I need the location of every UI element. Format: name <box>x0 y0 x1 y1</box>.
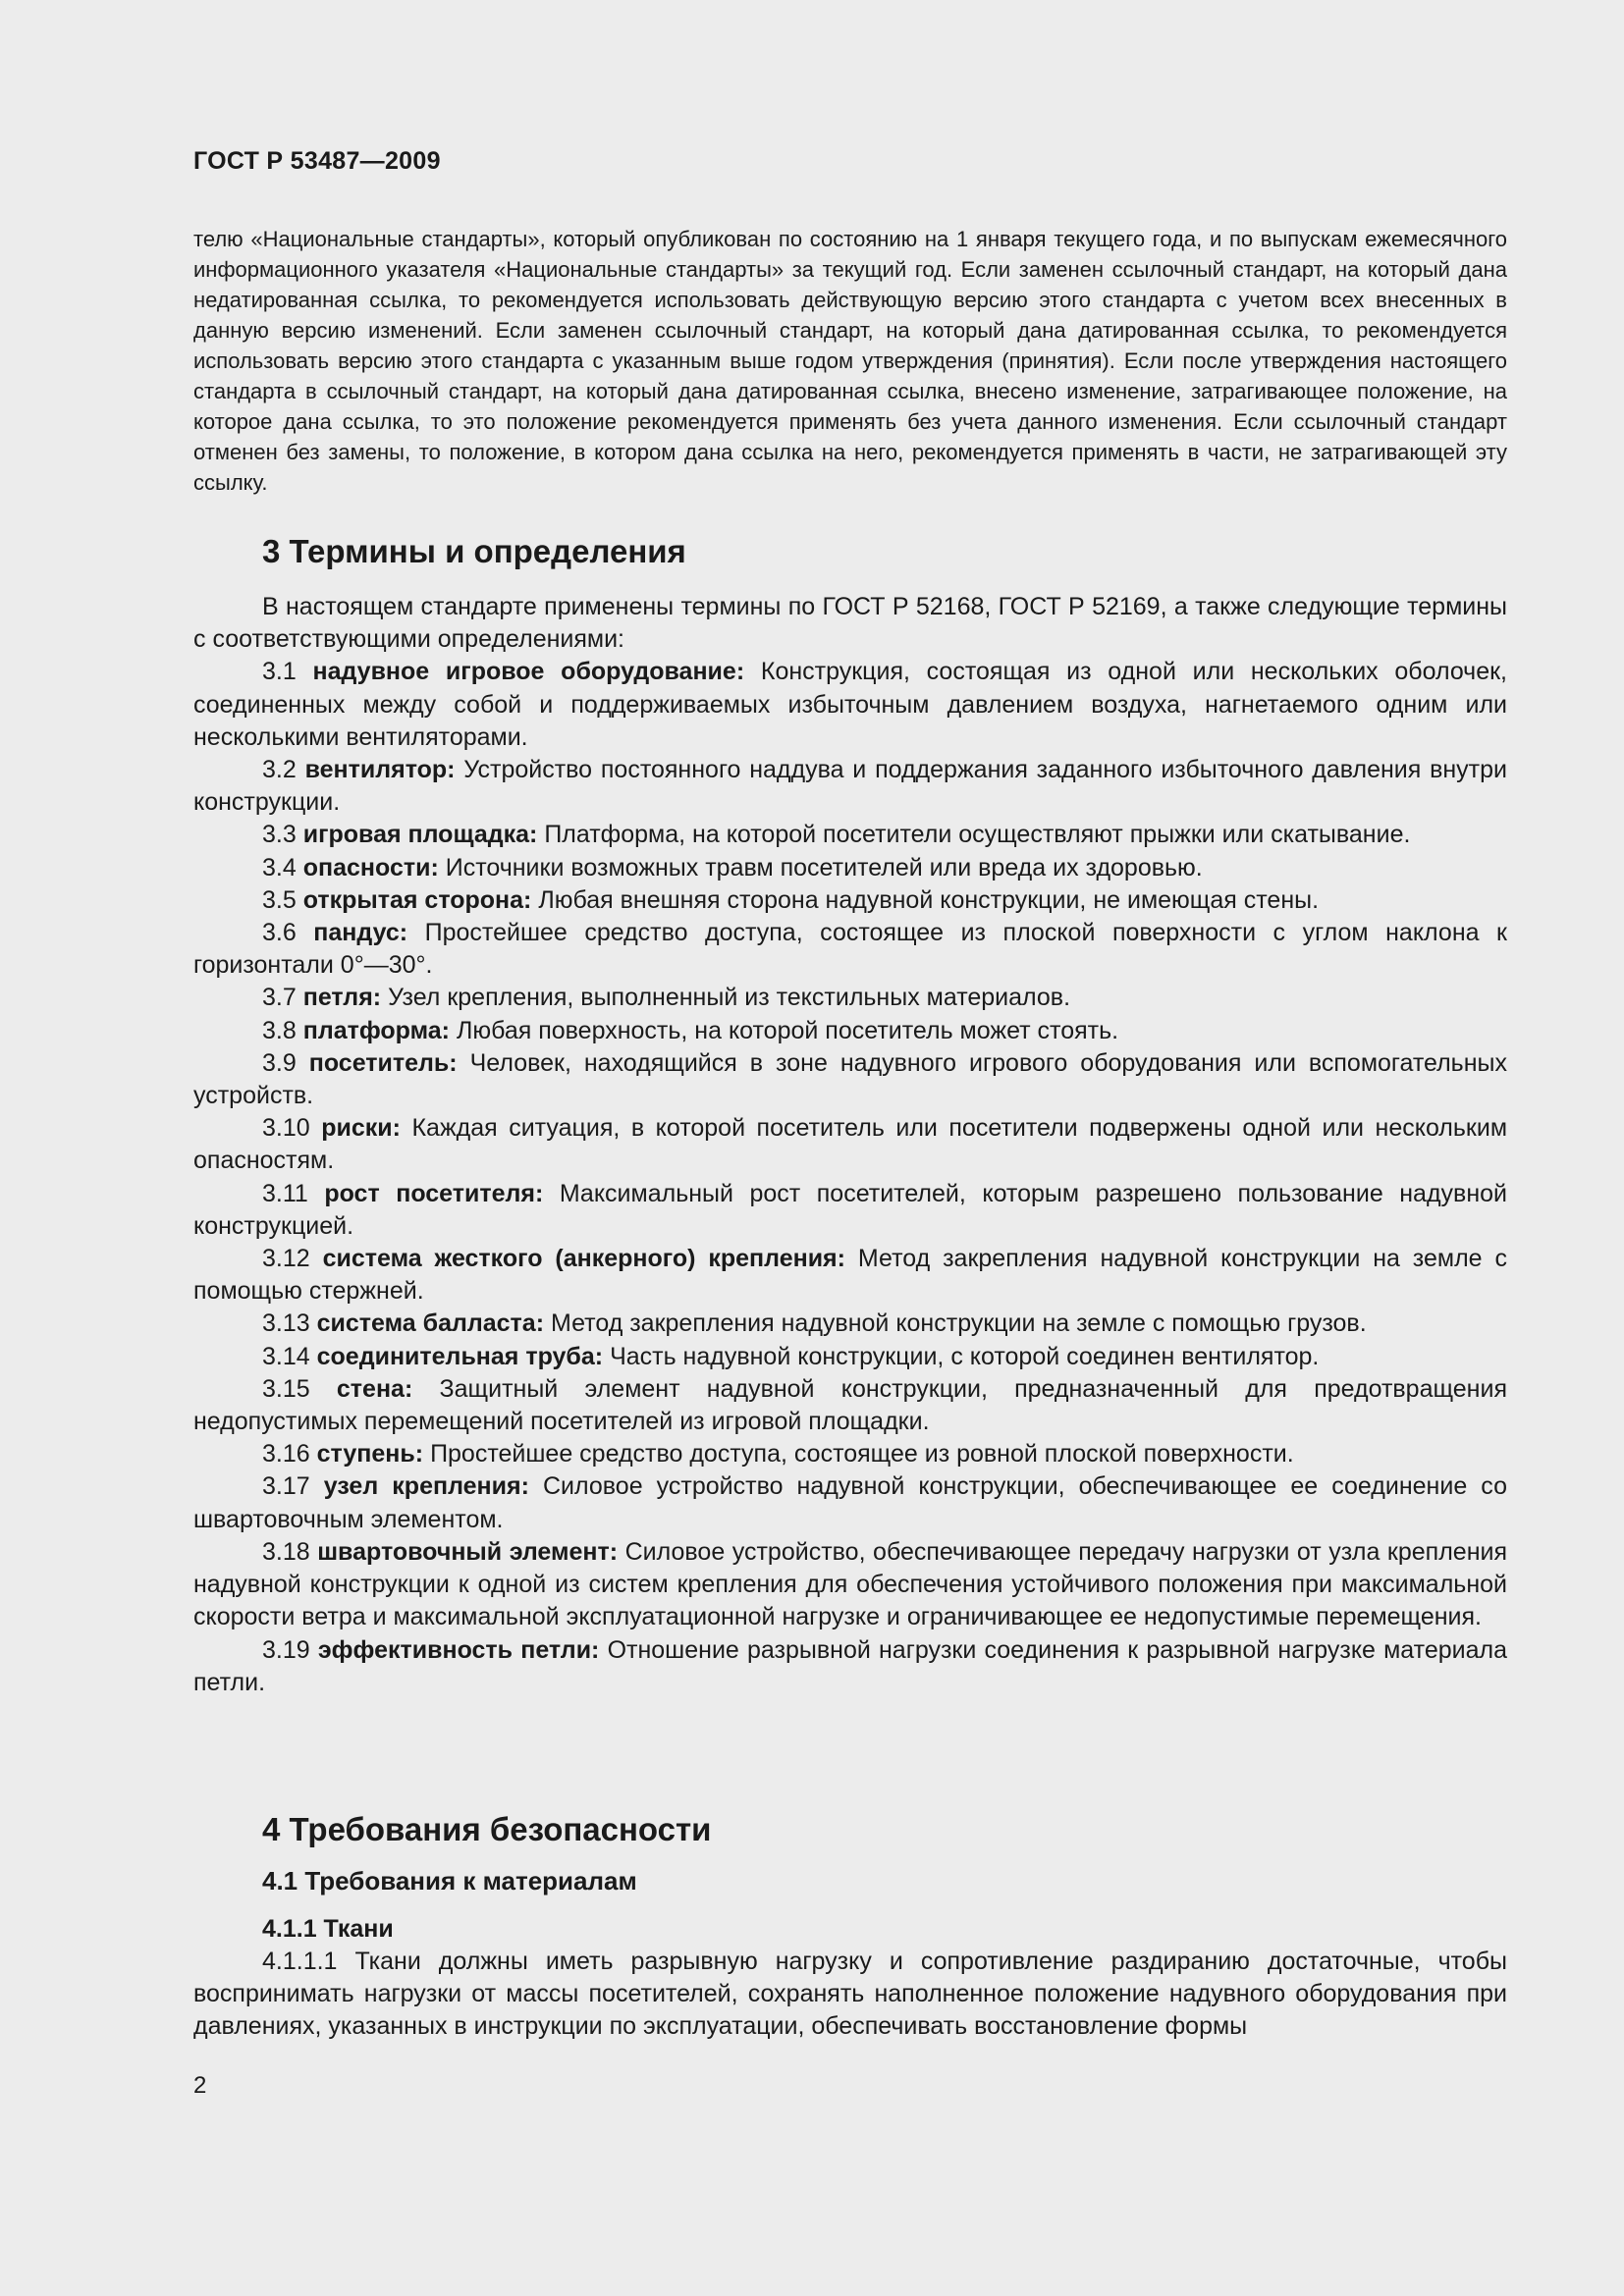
term-text: Платформа, на которой посетители осуществляют прыжки или скатывание. <box>544 821 1411 849</box>
term-number: 3.1 <box>262 658 297 686</box>
term-name: открытая сторона: <box>302 885 532 914</box>
term-number: 3.14 <box>262 1342 310 1370</box>
term-definition <box>193 1178 1507 1243</box>
term-definition <box>193 1536 1507 1634</box>
term-definition <box>193 852 1507 884</box>
term-number: 3.2 <box>262 756 297 784</box>
term-definition <box>193 754 1507 819</box>
term-name: надувное игровое оборудование: <box>312 658 745 686</box>
term-number: 3.12 <box>262 1245 310 1273</box>
term-definition <box>193 1112 1507 1177</box>
term-definition <box>193 884 1507 917</box>
term-text: Защитный элемент надувной конструкции, предназначенный для предотвращения недопустимых перемещений посетителей из игровой площадки. <box>193 1374 1507 1436</box>
term-definition <box>193 1438 1507 1470</box>
term-name: вентилятор: <box>304 756 456 784</box>
term-name: система балласта: <box>316 1309 545 1338</box>
term-text: Простейшее средство доступа, состоящее из ровной плоской поверхности. <box>430 1440 1294 1468</box>
term-text: Часть надувной конструкции, с которой соединен вентилятор. <box>610 1342 1320 1370</box>
term-text: Максимальный рост посетителей, которым разрешено пользование надувной конструкцией. <box>193 1179 1507 1240</box>
term-definition <box>193 819 1507 851</box>
term-text: Любая поверхность, на которой посетитель может стоять. <box>456 1016 1119 1044</box>
subsection-4-1-1-heading: 4.1.1 Ткани <box>262 1915 394 1943</box>
term-number: 3.7 <box>262 984 297 1012</box>
term-name: игровая площадка: <box>302 821 538 849</box>
term-definition <box>193 1341 1507 1373</box>
term-number: 3.6 <box>262 919 297 947</box>
terms-list <box>193 656 1507 1699</box>
term-definition <box>193 1015 1507 1047</box>
section-4 <box>193 1808 1507 2044</box>
term-name: опасности: <box>302 853 439 881</box>
term-name: швартовочный элемент: <box>317 1537 619 1566</box>
term-number: 3.19 <box>262 1635 310 1664</box>
term-number: 3.15 <box>262 1374 310 1403</box>
term-number: 3.18 <box>262 1537 310 1566</box>
term-name: стена: <box>336 1374 413 1403</box>
term-text: Любая внешняя сторона надувной конструкции, не имеющая стены. <box>538 885 1320 914</box>
term-number: 3.4 <box>262 853 297 881</box>
term-text: Источники возможных травм посетителей или вреда их здоровью. <box>445 853 1203 881</box>
term-name: пандус: <box>313 919 408 947</box>
term-text: Каждая ситуация, в которой посетитель или посетители подвержены одной или нескольким опасностям. <box>193 1114 1508 1175</box>
term-number: 3.13 <box>262 1309 310 1338</box>
term-name: посетитель: <box>308 1048 458 1077</box>
term-text: Силовое устройство надувной конструкции, обеспечивающее ее соединение со швартовочным элементом. <box>193 1472 1507 1533</box>
term-text: Узел крепления, выполненный из текстильных материалов. <box>388 984 1071 1012</box>
term-name: ступень: <box>316 1440 424 1468</box>
section-3-body <box>193 591 1507 1699</box>
term-definition <box>193 656 1507 754</box>
term-name: риски: <box>321 1114 401 1143</box>
term-number: 3.11 <box>262 1179 308 1207</box>
term-definition <box>193 1047 1507 1112</box>
term-text: Человек, находящийся в зоне надувного игрового оборудования или вспомогательных устройств. <box>193 1048 1507 1110</box>
term-number: 3.16 <box>262 1440 310 1468</box>
term-number: 3.5 <box>262 885 297 914</box>
section-3-heading: 3 Термины и определения <box>262 533 686 569</box>
term-name: узел крепления: <box>323 1472 529 1501</box>
term-definition <box>193 982 1507 1014</box>
term-name: система жесткого (анкерного) крепления: <box>322 1245 845 1273</box>
term-definition <box>193 1373 1507 1438</box>
section-4-heading: 4 Требования безопасности <box>262 1811 712 1847</box>
term-text: Силовое устройство, обеспечивающее передачу нагрузки от узла крепления надувной конструкции к одной из систем крепления для обеспечения устойчивого положения при максимальной скорости ветра и максимальной эксплуатационной нагрузке и ограничивающее ее недопустимые перемещения. <box>193 1537 1508 1631</box>
section-3-lead: В настоящем стандарте применены термины по ГОСТ Р 52168, ГОСТ Р 52169, а также следующие термины с соответствующими определениями: <box>193 593 1507 654</box>
term-definition <box>193 1243 1507 1308</box>
term-number: 3.8 <box>262 1016 297 1044</box>
term-definition <box>193 1634 1507 1699</box>
term-name: эффективность петли: <box>317 1635 600 1664</box>
term-text: Простейшее средство доступа, состоящее из плоской поверхности с углом наклона к горизонтали 0°—30°. <box>193 919 1507 980</box>
term-name: платформа: <box>302 1016 450 1044</box>
term-number: 3.3 <box>262 821 297 849</box>
term-text: Устройство постоянного наддува и поддержания заданного избыточного давления внутри конструкции. <box>193 756 1507 817</box>
page-number: 2 <box>193 2072 207 2099</box>
term-number: 3.9 <box>262 1048 297 1077</box>
term-name: рост посетителя: <box>324 1179 544 1207</box>
subsection-4-1-heading: 4.1 Требования к материалам <box>262 1866 637 1896</box>
term-text: Конструкция, состоящая из одной или нескольких оболочек, соединенных между собой и поддерживаемых избыточным давлением воздуха, нагнетаемого одним или несколькими вентиляторами. <box>193 658 1507 751</box>
term-number: 3.17 <box>262 1472 310 1501</box>
term-definition <box>193 1308 1507 1340</box>
term-text: Метод закрепления надувной конструкции на земле с помощью грузов. <box>550 1309 1367 1338</box>
term-text: Метод закрепления надувной конструкции на земле с помощью стержней. <box>193 1245 1507 1306</box>
term-name: соединительная труба: <box>316 1342 604 1370</box>
term-name: петля: <box>302 984 382 1012</box>
term-definition <box>193 1470 1507 1535</box>
intro-paragraph: телю «Национальные стандарты», который опубликован по состоянию на 1 января текущего года, и по выпускам ежемесячного информационного указателя «Национальные стандарты» за текущий год. Если заменен ссылочный стандарт, на который дана недатированная ссылка, то рекомендуется использовать действующую версию этого стандарта с учетом всех внесенных в данную версию изменений. Если заменен ссылочный стандарт, на который дана датированная ссылка, то рекомендуется использовать версию этого стандарта с указанным выше годом утверждения (принятия). Если после утверждения настоящего стандарта в ссылочный стандарт, на который дана датированная ссылка, внесено изменение, затрагивающее положение, на которое дана ссылка, то это положение рекомендуется применять без учета данного изменения. Если ссылочный стандарт отменен без замены, то положение, в котором дана ссылка на него, рекомендуется применять в части, не затрагивающей эту ссылку. <box>193 227 1507 495</box>
document-header: ГОСТ Р 53487—2009 <box>193 147 441 175</box>
section-3 <box>193 530 1507 1699</box>
term-number: 3.10 <box>262 1114 310 1143</box>
paragraph-4-1-1-1: 4.1.1.1 Ткани должны иметь разрывную нагрузку и сопротивление раздиранию достаточные, чтобы воспринимать нагрузки от массы посетителей, сохранять наполненное положение надувного оборудования при давлениях, указанных в инструкции по эксплуатации, обеспечивать восстановление формы <box>193 1948 1507 2041</box>
term-text: Отношение разрывной нагрузки соединения к разрывной нагрузке материала петли. <box>193 1635 1507 1696</box>
term-definition <box>193 917 1507 982</box>
